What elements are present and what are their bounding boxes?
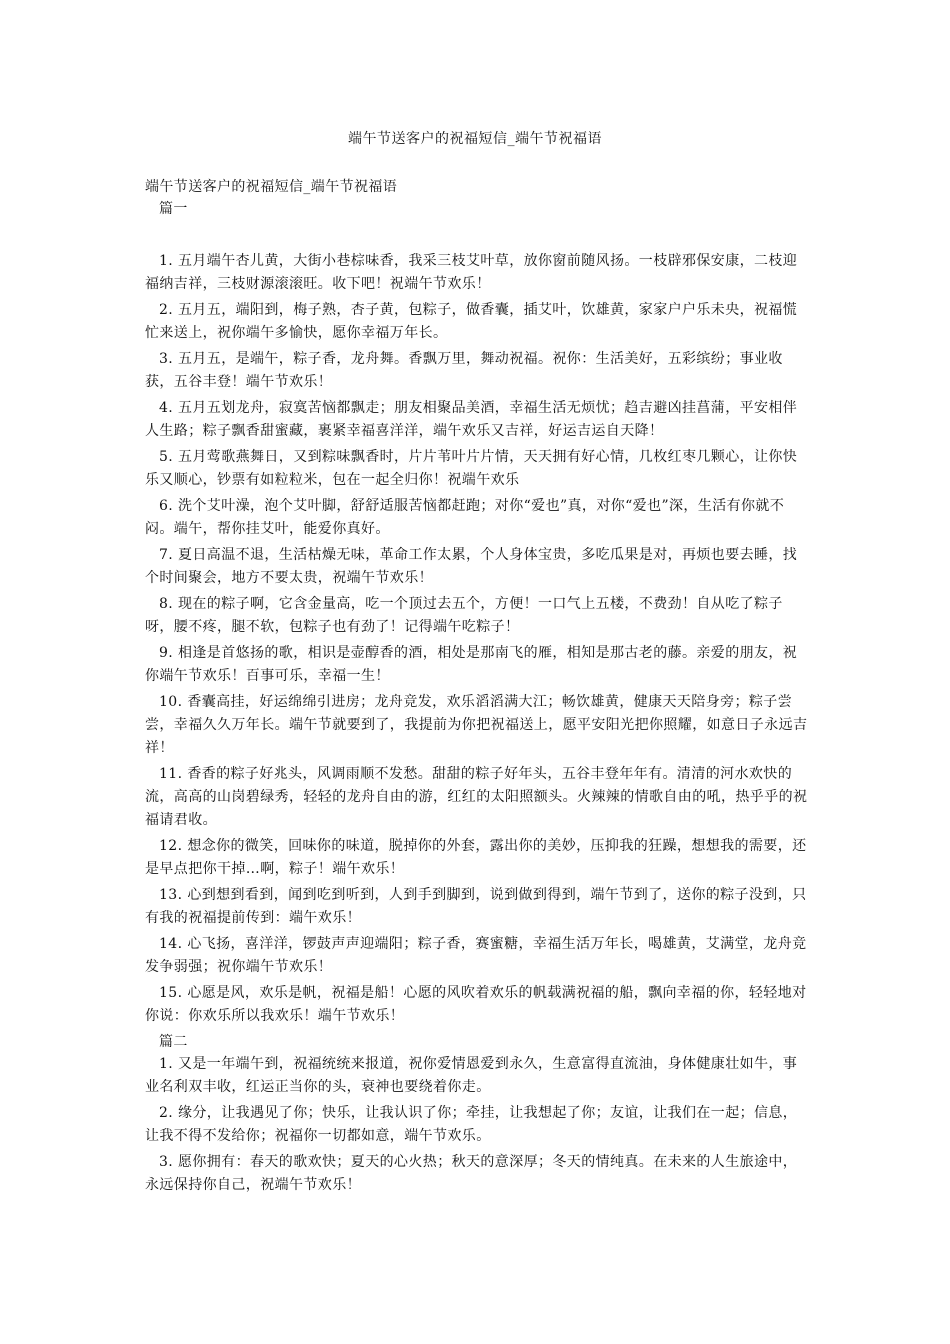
greeting-item: 11. 香香的粽子好兆头，风调雨顺不发愁。甜甜的粽子好年头，五谷丰登年年有。清清的河水欢快的流，高高的山岗碧绿秀，轻轻的龙舟自由的游，红红的太阳照额头。火辣辣的情歌自由的吼，热乎乎的祝福请君收。 (145, 766, 808, 828)
greeting-item: 1. 五月端午杏儿黄，大街小巷棕味香，我采三枝艾叶草，放你窗前随风扬。一枝辟邪保安康，二枝迎福纳吉祥，三枝财源滚滚旺。收下吧！祝端午节欢乐！ (145, 253, 798, 292)
greeting-item: 10. 香囊高挂，好运绵绵引进房；龙舟竞发，欢乐滔滔满大江；畅饮雄黄，健康天天陪身旁；粽子尝尝，幸福久久万年长。端午节就要到了，我提前为你把祝福送上，愿平安阳光把你照耀，如意日子永远吉祥！ (145, 694, 808, 756)
greeting-item: 12. 想念你的微笑，回味你的味道，脱掉你的外套，露出你的美妙，压抑我的狂躁，想想我的需要，还是早点把你干掉…啊，粽子！端午欢乐！ (145, 838, 807, 877)
greeting-item: 3. 愿你拥有：春天的歌欢快；夏天的心火热；秋天的意深厚；冬天的情纯真。在未来的人生旅途中，永远保持你自己，祝端午节欢乐！ (145, 1154, 798, 1193)
greeting-item: 9. 相逢是首悠扬的歌，相识是壶醇香的酒，相处是那南飞的雁，相知是那古老的藤。亲爱的朋友，祝你端午节欢乐！百事可乐，幸福一生！ (145, 645, 798, 684)
greeting-item: 1. 又是一年端午到，祝福统统来报道，祝你爱情恩爱到永久，生意富得直流油，身体健康壮如牛，事业名利双丰收，红运正当你的头，衰神也要绕着你走。 (145, 1056, 798, 1095)
page-title: 端午节送客户的祝福短信_端午节祝福语 (348, 131, 602, 147)
document-body (145, 176, 810, 1200)
document-heading: 端午节送客户的祝福短信_端午节祝福语 (145, 179, 398, 195)
greeting-item: 2. 缘分，让我遇见了你；快乐，让我认识了你；牵挂，让我想起了你；友谊，让我们在一起；信息，让我不得不发给你；祝福你一切都如意，端午节欢乐。 (145, 1105, 798, 1144)
greeting-item: 7. 夏日高温不退，生活枯燥无味，革命工作太累，个人身体宝贵，多吃瓜果是对，再烦也要去睡，找个时间聚会，地方不要太贵，祝端午节欢乐！ (145, 547, 798, 586)
greeting-item: 5. 五月莺歌燕舞日，又到粽味飘香时，片片苇叶片片情，天天拥有好心情，几枚红枣几颗心，让你快乐又顺心，钞票有如粒粒米，包在一起全归你！祝端午欢乐 (145, 449, 798, 488)
greeting-item: 6. 洗个艾叶澡，泡个艾叶脚，舒舒适服苦恼都赶跑；对你“爱也”真，对你“爱也”深，生活有你就不闷。端午，帮你挂艾叶，能爱你真好。 (145, 498, 785, 537)
greeting-item: 13. 心到想到看到，闻到吃到听到，人到手到脚到，说到做到得到，端午节到了，送你的粽子没到，只有我的祝福提前传到：端午欢乐！ (145, 887, 807, 926)
greeting-item: 8. 现在的粽子啊，它含金量高，吃一个顶过去五个，方便！一口气上五楼，不费劲！自从吃了粽子呀，腰不疼，腿不软，包粽子也有劲了！记得端午吃粽子！ (145, 596, 783, 635)
section-label-1: 篇一 (159, 201, 188, 217)
section-label-2: 篇二 (159, 1034, 188, 1050)
greeting-item: 3. 五月五，是端午，粽子香，龙舟舞。香飘万里，舞动祝福。祝你：生活美好，五彩缤纷；事业收获，五谷丰登！端午节欢乐！ (145, 351, 783, 390)
greeting-item: 2. 五月五，端阳到，梅子熟，杏子黄，包粽子，做香囊，插艾叶，饮雄黄，家家户户乐未央，祝福慌忙来送上，祝你端午多愉快，愿你幸福万年长。 (145, 302, 798, 341)
spacer (145, 220, 810, 250)
greeting-item: 4. 五月五划龙舟，寂寞苦恼都飘走；朋友相聚品美酒，幸福生活无烦忧；趋吉避凶挂菖蒲，平安相伴人生路；粽子飘香甜蜜藏，裹紧幸福喜洋洋，端午欢乐又吉祥，好运吉运自天降！ (145, 400, 798, 439)
greeting-item: 14. 心飞扬，喜洋洋，锣鼓声声迎端阳；粽子香，赛蜜糖，幸福生活万年长，喝雄黄，艾满堂，龙舟竞发争弱强；祝你端午节欢乐！ (145, 936, 807, 975)
greeting-item: 15. 心愿是风，欢乐是帆，祝福是船！心愿的风吹着欢乐的帆载满祝福的船，飘向幸福的你，轻轻地对你说：你欢乐所以我欢乐！端午节欢乐！ (145, 985, 807, 1024)
